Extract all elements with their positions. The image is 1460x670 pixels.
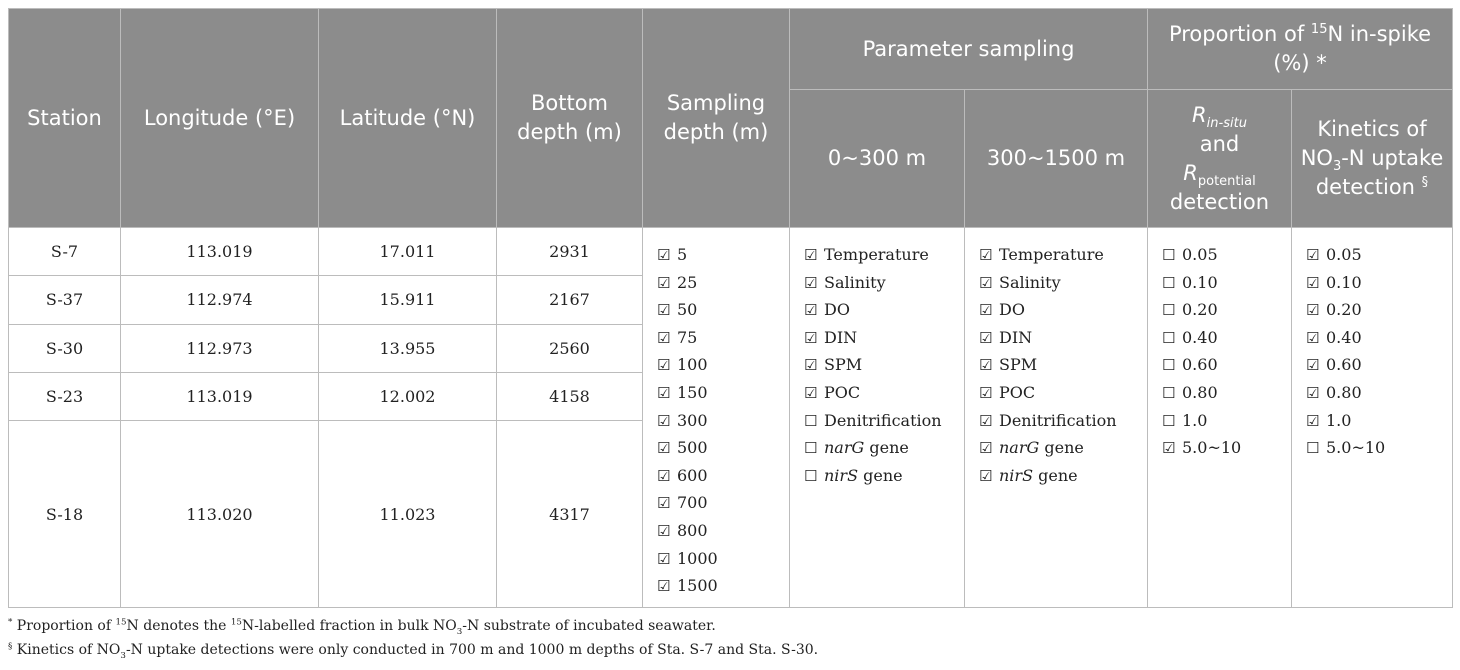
list-item — [1162, 324, 1291, 352]
footnote-text: N denotes the — [126, 618, 231, 634]
checked-box-icon: ☑ — [657, 356, 671, 375]
list-item-label: 700 — [677, 493, 708, 513]
list-item-label: Temperature — [824, 245, 929, 264]
list-item-label: 600 — [677, 465, 708, 485]
station-cell: S-37 — [9, 276, 121, 324]
list-item — [1306, 351, 1452, 379]
station-cell: S-18 — [9, 421, 121, 608]
proportion-rates-list — [1148, 228, 1292, 608]
list-item — [657, 462, 789, 490]
list-item — [979, 379, 1147, 407]
list-item — [979, 462, 1147, 490]
header-proportion — [1148, 9, 1453, 90]
header-rin-situ-sub: in-situ — [1206, 115, 1247, 131]
checked-box-icon: ☑ — [804, 383, 818, 402]
list-item-label: 0.05 — [1326, 245, 1362, 264]
checked-box-icon: ☑ — [1306, 301, 1320, 320]
list-item — [979, 269, 1147, 297]
checked-box-icon: ☑ — [657, 466, 671, 485]
list-item — [1162, 434, 1291, 462]
list-item — [1306, 324, 1452, 352]
checked-box-icon: ☑ — [979, 328, 993, 347]
station-cell: S-23 — [9, 372, 121, 420]
list-item — [804, 296, 964, 324]
header-range-deep: 300~1500 m — [965, 90, 1148, 228]
list-item-label: gene — [1039, 438, 1084, 458]
list-item-label: Salinity — [999, 272, 1061, 292]
unchecked-box-icon: ☐ — [804, 466, 818, 485]
list-item — [804, 379, 964, 407]
footnote-proportion — [8, 614, 1452, 638]
list-item — [804, 462, 964, 490]
station-sampling-table — [8, 8, 1453, 608]
header-longitude: Longitude (°E) — [121, 9, 319, 228]
bottom-depth-cell: 4158 — [497, 372, 643, 420]
list-item-label: 0.05 — [1182, 245, 1218, 264]
header-rates — [1148, 90, 1292, 228]
header-kinetics — [1292, 90, 1453, 228]
list-item-label: gene — [858, 465, 903, 485]
checked-box-icon: ☑ — [657, 246, 671, 264]
list-item-label: POC — [999, 382, 1036, 402]
list-item — [979, 407, 1147, 435]
longitude-cell: 113.019 — [121, 372, 319, 420]
table-row — [9, 228, 1453, 276]
list-item-label: 5.0~10 — [1182, 438, 1242, 458]
list-item-label: Denitrification — [999, 410, 1117, 430]
unchecked-box-icon: ☐ — [1162, 273, 1176, 292]
list-item-label: SPM — [824, 355, 863, 375]
checked-box-icon: ☑ — [657, 439, 671, 458]
list-item — [657, 572, 789, 600]
header-rates-and: and — [1199, 131, 1240, 156]
latitude-cell: 11.023 — [319, 421, 497, 608]
list-item — [1306, 434, 1452, 462]
footnote-sup: 15 — [115, 617, 127, 628]
list-item-label: gene — [864, 438, 909, 458]
list-item-label: SPM — [999, 355, 1038, 375]
checked-box-icon: ☑ — [979, 439, 993, 458]
footnote-sub: 3 — [120, 650, 126, 661]
list-item-label: 1.0 — [1182, 410, 1208, 430]
list-item — [657, 489, 789, 517]
gene-name: narG — [999, 438, 1040, 458]
longitude-cell: 112.973 — [121, 324, 319, 372]
list-item — [804, 324, 964, 352]
checked-box-icon: ☑ — [657, 494, 671, 513]
checked-box-icon: ☑ — [979, 246, 993, 264]
header-latitude: Latitude (°N) — [319, 9, 497, 228]
list-item — [1162, 241, 1291, 269]
header-proportion-post: N in-spike (%) * — [1273, 22, 1432, 75]
list-item-label: 0.80 — [1182, 382, 1218, 402]
unchecked-box-icon: ☐ — [1162, 301, 1176, 320]
unchecked-box-icon: ☐ — [1162, 246, 1176, 264]
header-rpotential-sub: potential — [1197, 173, 1256, 189]
list-item — [979, 241, 1147, 269]
list-item-label: 100 — [677, 355, 708, 375]
list-item — [657, 545, 789, 573]
latitude-cell: 15.911 — [319, 276, 497, 324]
list-item-label: 5 — [677, 245, 688, 264]
checked-box-icon: ☑ — [979, 383, 993, 402]
list-item-label: 50 — [677, 300, 698, 320]
header-parameter-sampling: Parameter sampling — [790, 9, 1148, 90]
gene-name: nirS — [999, 465, 1034, 485]
list-item — [979, 296, 1147, 324]
latitude-cell: 12.002 — [319, 372, 497, 420]
longitude-cell: 113.019 — [121, 228, 319, 276]
header-proportion-sup: 15 — [1310, 22, 1328, 37]
list-item — [804, 351, 964, 379]
checked-box-icon: ☑ — [979, 466, 993, 485]
checked-box-icon: ☑ — [657, 577, 671, 596]
checked-box-icon: ☑ — [804, 356, 818, 375]
footnote-mark-star: * — [8, 617, 13, 628]
list-item — [804, 407, 964, 435]
list-item-label: DIN — [824, 327, 858, 347]
list-item-label: 0.80 — [1326, 382, 1362, 402]
proportion-kinetics-list — [1292, 228, 1453, 608]
checked-box-icon: ☑ — [979, 411, 993, 430]
list-item-label: 1000 — [677, 548, 718, 568]
list-item — [804, 269, 964, 297]
footnote-text: Kinetics of NO — [12, 642, 121, 658]
footnote-mark-section: § — [8, 641, 13, 652]
list-item — [1306, 269, 1452, 297]
checked-box-icon: ☑ — [1306, 246, 1320, 264]
list-item-label: 0.40 — [1326, 327, 1362, 347]
unchecked-box-icon: ☐ — [804, 411, 818, 430]
latitude-cell: 17.011 — [319, 228, 497, 276]
list-item — [1306, 241, 1452, 269]
list-item-label: 0.10 — [1182, 272, 1218, 292]
list-item-label: Temperature — [999, 245, 1104, 264]
list-item-label: DO — [824, 300, 850, 320]
list-item — [657, 351, 789, 379]
checked-box-icon: ☑ — [657, 328, 671, 347]
list-item — [657, 434, 789, 462]
list-item — [1162, 351, 1291, 379]
list-item — [1306, 296, 1452, 324]
list-item-label: DIN — [999, 327, 1033, 347]
list-item-label: 0.20 — [1182, 300, 1218, 320]
list-item-label: 300 — [677, 410, 708, 430]
list-item — [1162, 407, 1291, 435]
list-item-label: gene — [1033, 465, 1078, 485]
list-item-label: Salinity — [824, 272, 886, 292]
unchecked-box-icon: ☐ — [1162, 356, 1176, 375]
list-item-label: 25 — [677, 272, 698, 292]
list-item — [657, 324, 789, 352]
header-sampling-depth: Sampling depth (m) — [643, 9, 790, 228]
checked-box-icon: ☑ — [804, 246, 818, 264]
header-rates-tail: detection — [1169, 189, 1270, 214]
header-station: Station — [9, 9, 121, 228]
header-proportion-pre: Proportion of — [1168, 22, 1311, 46]
latitude-cell: 13.955 — [319, 324, 497, 372]
list-item — [1162, 269, 1291, 297]
header-kinetics-mark: § — [1421, 175, 1429, 190]
longitude-cell: 112.974 — [121, 276, 319, 324]
list-item — [1162, 296, 1291, 324]
checked-box-icon: ☑ — [657, 411, 671, 430]
header-rpotential: R — [1183, 160, 1198, 185]
checked-box-icon: ☑ — [1306, 273, 1320, 292]
list-item-label: 75 — [677, 327, 698, 347]
list-item-label: 5.0~10 — [1326, 438, 1386, 458]
bottom-depth-cell: 4317 — [497, 421, 643, 608]
params-shallow-list — [790, 228, 965, 608]
checked-box-icon: ☑ — [1162, 439, 1176, 458]
station-cell: S-30 — [9, 324, 121, 372]
checked-box-icon: ☑ — [979, 273, 993, 292]
unchecked-box-icon: ☐ — [804, 439, 818, 458]
list-item-label: 0.60 — [1182, 355, 1218, 375]
checked-box-icon: ☑ — [1306, 411, 1320, 430]
checked-box-icon: ☑ — [979, 356, 993, 375]
sampling-depth-list — [643, 228, 790, 608]
list-item — [804, 241, 964, 269]
list-item — [1306, 407, 1452, 435]
header-rin-situ: R — [1192, 102, 1207, 127]
list-item-label: 500 — [677, 438, 708, 458]
list-item — [657, 296, 789, 324]
list-item — [657, 517, 789, 545]
header-bottom-depth: Bottom depth (m) — [497, 9, 643, 228]
list-item — [657, 379, 789, 407]
gene-name: narG — [824, 438, 865, 458]
header-kinetics-pre: Kinetics of NO — [1300, 117, 1427, 170]
footnote-text: N-labelled fraction in bulk NO — [241, 618, 457, 634]
footnote-text: -N substrate of incubated seawater. — [462, 618, 716, 634]
list-item-label: 0.60 — [1326, 355, 1362, 375]
unchecked-box-icon: ☐ — [1162, 383, 1176, 402]
checked-box-icon: ☑ — [657, 521, 671, 540]
list-item-label: 800 — [677, 520, 708, 540]
bottom-depth-cell: 2560 — [497, 324, 643, 372]
bottom-depth-cell: 2931 — [497, 228, 643, 276]
footnote-kinetics — [8, 638, 1452, 662]
checked-box-icon: ☑ — [1306, 328, 1320, 347]
list-item — [1162, 379, 1291, 407]
header-kinetics-post: -N uptake detection — [1315, 146, 1444, 199]
params-deep-list — [965, 228, 1148, 608]
list-item — [657, 241, 789, 269]
header-kinetics-sub: 3 — [1332, 159, 1342, 175]
checked-box-icon: ☑ — [657, 383, 671, 402]
footnote-sub: 3 — [456, 626, 463, 637]
footnote-text: -N uptake detections were only conducted in 700 m and 1000 m depths of Sta. S-7 and Sta. S-30. — [125, 642, 819, 658]
unchecked-box-icon: ☐ — [1306, 439, 1320, 458]
list-item-label: 0.10 — [1326, 272, 1362, 292]
checked-box-icon: ☑ — [804, 301, 818, 320]
checked-box-icon: ☑ — [979, 301, 993, 320]
header-range-shallow: 0~300 m — [790, 90, 965, 228]
list-item-label: 1.0 — [1326, 410, 1352, 430]
gene-name: nirS — [824, 465, 859, 485]
bottom-depth-cell: 2167 — [497, 276, 643, 324]
checked-box-icon: ☑ — [1306, 356, 1320, 375]
longitude-cell: 113.020 — [121, 421, 319, 608]
checked-box-icon: ☑ — [657, 549, 671, 568]
list-item-label: 1500 — [677, 576, 718, 596]
checked-box-icon: ☑ — [1306, 383, 1320, 402]
checked-box-icon: ☑ — [804, 328, 818, 347]
list-item-label: 150 — [677, 382, 708, 402]
list-item-label: POC — [824, 382, 861, 402]
unchecked-box-icon: ☐ — [1162, 411, 1176, 430]
list-item — [1306, 379, 1452, 407]
checked-box-icon: ☑ — [657, 273, 671, 292]
list-item-label: 0.40 — [1182, 327, 1218, 347]
checked-box-icon: ☑ — [657, 301, 671, 320]
list-item — [979, 324, 1147, 352]
list-item-label: 0.20 — [1326, 300, 1362, 320]
station-cell: S-7 — [9, 228, 121, 276]
list-item — [657, 269, 789, 297]
footnote-sup: 15 — [230, 617, 242, 628]
unchecked-box-icon: ☐ — [1162, 328, 1176, 347]
list-item — [804, 434, 964, 462]
checked-box-icon: ☑ — [804, 273, 818, 292]
list-item-label: DO — [999, 300, 1025, 320]
list-item — [979, 434, 1147, 462]
list-item-label: Denitrification — [824, 410, 942, 430]
list-item — [979, 351, 1147, 379]
footnotes — [8, 614, 1452, 662]
footnote-text: Proportion of — [12, 618, 116, 634]
list-item — [657, 407, 789, 435]
